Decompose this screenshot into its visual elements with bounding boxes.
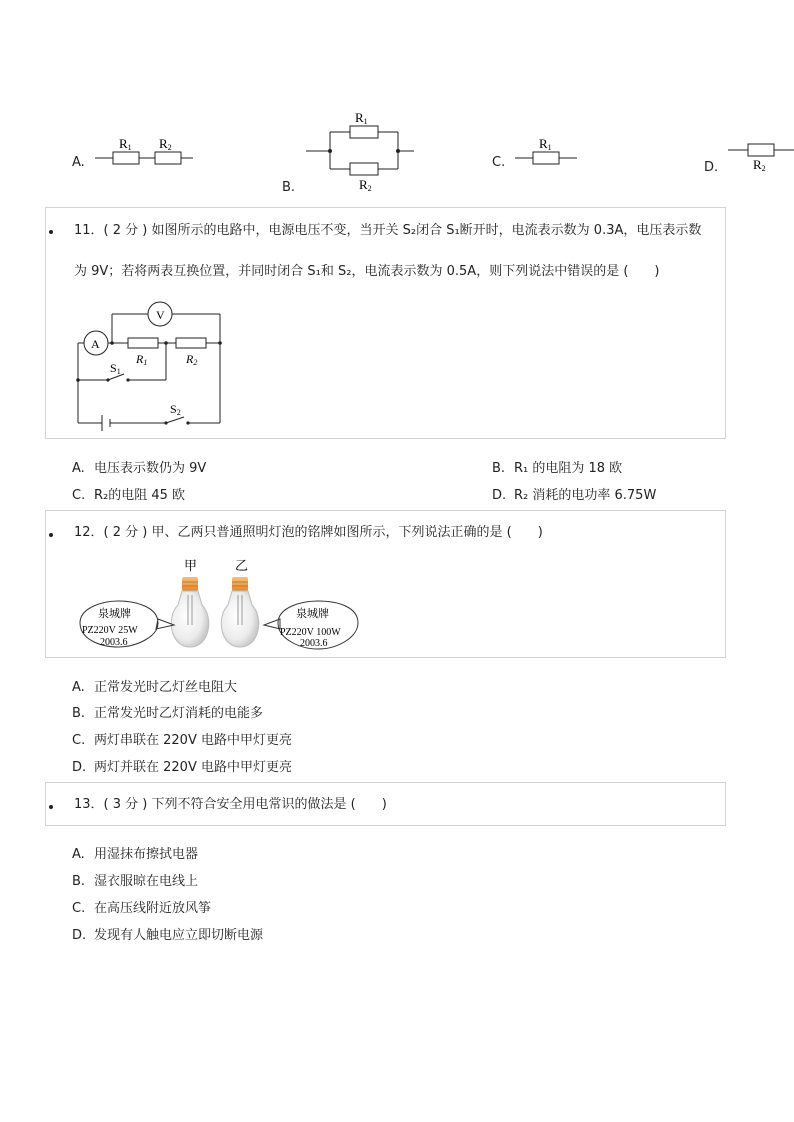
bullet <box>49 533 53 537</box>
r1-label: R1 <box>539 136 552 152</box>
option-c-label: C. <box>492 155 506 170</box>
voltmeter-label: V <box>156 308 165 322</box>
single-r2-diagram <box>728 136 794 176</box>
option-a-label: A. <box>72 155 85 170</box>
bulb-left-name: 甲 <box>184 558 198 573</box>
q13-option-d[interactable]: D. 发现有人触电应立即切断电源 <box>72 928 264 943</box>
q11-option-a[interactable]: A. 电压表示数仍为 9V <box>72 461 207 476</box>
q11-option-c[interactable]: C. R₂的电阻 45 欧 <box>72 488 186 503</box>
q12-option-b[interactable]: B. 正常发光时乙灯消耗的电能多 <box>72 706 264 721</box>
r1-label: R1 <box>119 136 132 152</box>
q12-option-c[interactable]: C. 两灯串联在 220V 电路中甲灯更亮 <box>72 733 292 748</box>
option-b-label: B. <box>282 180 296 195</box>
question-11-line-1: 11．( 2 分 ) 如图所示的电路中，电源电压不变，当开关 S₂闭合 S₁断开时，电流表示数为 0.3A，电压表示数 <box>74 223 702 238</box>
question-11-circuit <box>70 298 240 436</box>
q11-option-b[interactable]: B. R₁ 的电阻为 18 欧 <box>492 461 623 476</box>
bulb-left-date: 2003.6 <box>100 637 128 648</box>
bullet <box>49 805 53 809</box>
bulb-left-brand: 泉城牌 <box>98 608 131 620</box>
q13-option-a[interactable]: A. 用湿抹布擦拭电器 <box>72 847 199 862</box>
q13-option-c[interactable]: C. 在高压线附近放风筝 <box>72 901 212 916</box>
bulb-right-spec: PZ220V 100W <box>280 627 341 638</box>
series-resistor-diagram <box>95 132 195 168</box>
bulb-right-brand: 泉城牌 <box>296 608 329 620</box>
bulb-left-spec: PZ220V 25W <box>82 625 138 636</box>
r2-label: R2 <box>359 177 372 193</box>
bullet <box>49 230 53 234</box>
question-12-line-1: 12．( 2 分 ) 甲、乙两只普通照明灯泡的铭牌如图所示，下列说法正确的是 ( ) <box>74 525 543 540</box>
r2-label: R2 <box>753 157 766 173</box>
q12-option-d[interactable]: D. 两灯并联在 220V 电路中甲灯更亮 <box>72 760 292 775</box>
single-r1-diagram <box>515 134 581 166</box>
q12-option-a[interactable]: A. 正常发光时乙灯丝电阻大 <box>72 680 238 695</box>
s2-label: S2 <box>170 402 181 417</box>
q13-option-b[interactable]: B. 湿衣服晾在电线上 <box>72 874 199 889</box>
parallel-resistor-diagram <box>300 108 420 194</box>
r1-label: R1 <box>136 352 148 367</box>
r2-label: R2 <box>186 352 198 367</box>
question-12-bulbs <box>76 555 366 655</box>
ammeter-label: A <box>91 337 100 351</box>
q11-option-d[interactable]: D. R₂ 消耗的电功率 6.75W <box>492 488 657 503</box>
bulb-right-date: 2003.6 <box>300 638 328 649</box>
r1-label: R1 <box>355 110 368 126</box>
bulb-right-name: 乙 <box>235 558 249 573</box>
question-11-line-2: 为 9V；若将两表互换位置，并同时闭合 S₁和 S₂，电流表示数为 0.5A，则下列说法中错误的是 ( ) <box>74 264 660 279</box>
r2-label: R2 <box>159 136 172 152</box>
option-d-label: D. <box>704 160 719 175</box>
question-13-line-1: 13．( 3 分 ) 下列不符合安全用电常识的做法是 ( ) <box>74 797 387 812</box>
s1-label: S1 <box>110 361 121 376</box>
